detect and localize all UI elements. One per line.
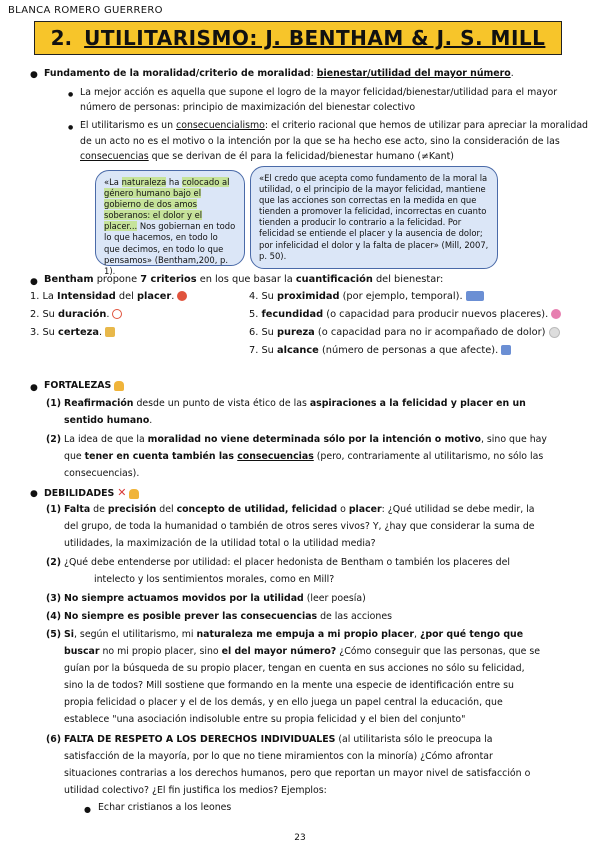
text-span: que se derivan de él para la felicidad/bienestar humano (≠Kant) (148, 151, 454, 162)
text-span: certeza (58, 327, 99, 338)
debilidad-5-line1 (64, 628, 523, 642)
text-span: Intensidad (57, 291, 116, 302)
money-bag-icon (105, 327, 115, 337)
highlight: colocado al género humano bajo el gobierno de dos amos soberanos: el dolor y el placer... (104, 177, 230, 232)
debilidad-5-line5: propia felicidad o placer y el de los demás, y en ello juega un papel central la educación, que (64, 697, 503, 708)
text-span: 2. Su (30, 309, 59, 320)
fortalezas-heading (44, 379, 124, 393)
text-span: cuantificación (295, 274, 373, 285)
fortaleza-2-line2 (64, 450, 543, 464)
text-span: . (106, 309, 110, 320)
text-span: ha (166, 177, 182, 187)
text-span: FALTA DE RESPETO A LOS DERECHOS INDIVIDUALES (64, 734, 336, 745)
bullet: ● (30, 383, 38, 393)
text-span: del (115, 291, 137, 302)
page-number: 23 (294, 833, 306, 843)
fundamento-sub1-a: La mejor acción es aquella que supone el logro de la mayor felicidad/bienestar/utilidad para el mayor (80, 87, 558, 98)
text-span: . (98, 327, 103, 338)
left-right-icon (501, 345, 511, 355)
text-span: que (64, 451, 85, 462)
text-span: buscar (64, 646, 100, 657)
text-span: 5. (249, 309, 262, 320)
fundamento-sub2-b: de un acto no es el motivo o la intención por la que se ha hecho ese acto, sino la consideración de las (80, 136, 560, 147)
text-span: del (156, 504, 177, 515)
text-span: consecuencias (237, 451, 314, 462)
text-span: 3. Su (30, 327, 59, 338)
text-span: (4) (46, 611, 62, 622)
bullet: ● (30, 277, 38, 287)
baby-icon (551, 309, 561, 319)
bullet: ● (30, 70, 38, 80)
text-span: (5) (46, 629, 62, 640)
arrows-icon (466, 291, 484, 301)
debilidad-3-number (46, 592, 61, 606)
text-span: pureza (277, 327, 315, 338)
debilidad-1-line3: utilidades, la maximización de la utilidad total o la utilidad media? (64, 538, 376, 549)
text-span: (2) (46, 557, 62, 568)
text-span: proximidad (277, 291, 340, 302)
text-span: desde un punto de vista ético de las (133, 398, 310, 409)
criterion-item (249, 344, 511, 359)
text-span: tener en cuenta también las (84, 451, 238, 462)
text-span: (o capacidad para no ir acompañado de dolor) (314, 327, 546, 338)
fundamento-line (44, 67, 514, 81)
fundamento-sub2-c (80, 150, 454, 164)
bullet: ● (30, 489, 38, 499)
section-title (34, 21, 562, 55)
text-span: sentido humano (64, 415, 150, 426)
debilidad-1-line1 (64, 503, 535, 517)
debilidad-4-line (64, 610, 392, 624)
bullet: ● (84, 805, 91, 814)
text-span: (3) (46, 593, 62, 604)
text-span: (número de personas a que afecte). (318, 345, 499, 356)
fortaleza-2-line3: consecuencias). (64, 468, 140, 479)
fortaleza-1-line2 (64, 414, 152, 428)
text-span: (o capacidad para producir nuevos placeres). (323, 309, 549, 320)
text-span: , según el utilitarismo, mi (73, 629, 197, 640)
debilidad-6-line1 (64, 733, 493, 747)
fundamento-sub2-a (80, 119, 588, 133)
text-span: . (149, 415, 153, 426)
text-span: duración (58, 309, 107, 320)
text-span: de (90, 504, 108, 515)
highlight: naturaleza (121, 177, 167, 187)
debilidades-heading (44, 485, 139, 502)
section-title-text: UTILITARISMO: J. BENTHAM & J. S. MILL (84, 26, 546, 50)
fundamento-end: . (510, 68, 514, 79)
text-span: fecundidad (261, 309, 324, 320)
flexed-biceps-icon (114, 381, 124, 391)
text-span: DEBILIDADES (44, 488, 115, 499)
debilidad-1-line2: del grupo, de toda la humanidad o también de otros seres vivos? Y, ¿hay que considerar la suma de (64, 521, 535, 532)
debilidad-3-line (64, 592, 366, 606)
cross-mark-icon: ✕ (117, 486, 127, 499)
text-span: (1) (46, 504, 62, 515)
fortaleza-2-number (46, 433, 61, 447)
debilidad-2-line1: ¿Qué debe entenderse por utilidad: el placer hedonista de Bentham o también los placeres del (64, 557, 510, 568)
text-span: 4. Su (249, 291, 278, 302)
text-span: El utilitarismo es un (80, 120, 177, 131)
debilidad-5-line2 (64, 645, 540, 659)
text-span: Si (64, 629, 74, 640)
sub-bullet: ● (68, 91, 74, 98)
fortaleza-1-number (46, 397, 61, 411)
text-span: ¿por qué tengo que (419, 629, 524, 640)
text-span: (6) (46, 734, 62, 745)
text-span: Nos gobiernan en todo lo que hacemos, en todo lo que decimos, en todo lo que pensamos» (Bentham,200, p. 1). (104, 221, 236, 276)
text-span: (1) (46, 398, 62, 409)
text-span: , sino que hay (480, 434, 547, 445)
text-span: propone (93, 274, 141, 285)
text-span: FORTALEZAS (44, 380, 112, 391)
text-span: La idea de que la (64, 434, 148, 445)
flexed-biceps-icon (129, 489, 139, 499)
criterion-item (30, 308, 122, 323)
text-span: (leer poesía) (303, 593, 366, 604)
criterion-item (30, 290, 187, 305)
text-span: moralidad no viene determinada sólo por la intención o motivo (147, 434, 481, 445)
text-span: alcance (277, 345, 319, 356)
debilidad-6-line2: satisfacción de la mayoría, por lo que no tiene miramientos con la minoría) ¿Cómo afrontar (64, 751, 493, 762)
text-span: del bienestar: (372, 274, 444, 285)
debilidad-2-line2: intelecto y los sentimientos morales, como en Mill? (94, 574, 335, 585)
debilidad-2-number (46, 556, 61, 570)
text-span: no mi propio placer, sino (99, 646, 222, 657)
text-span: ¿Cómo conseguir que las personas, que se (336, 646, 541, 657)
clock-icon (112, 309, 122, 319)
text-span: No siempre actuamos movidos por la utilidad (64, 593, 304, 604)
circle-icon (549, 327, 560, 338)
text-span: 7. Su (249, 345, 278, 356)
text-span: placer (137, 291, 172, 302)
debilidad-6-line4: utilidad colectivo? ¿El fin justifica los medios? Ejemplos: (64, 785, 327, 796)
text-span: Falta (64, 504, 91, 515)
debilidad-5-line6: establece "una asociación indisoluble entre su propia felicidad y el bien del conjunto" (64, 714, 466, 725)
bentham-intro (44, 273, 443, 288)
bentham-quote (95, 170, 245, 276)
text-span: «La (104, 177, 122, 187)
fundamento-colon: : (310, 68, 317, 79)
text-span: consecuencias (80, 151, 149, 162)
fundamento-label: Fundamento de la moralidad/criterio de moralidad (44, 68, 311, 79)
debilidad-5-line4: sino la de todos? Mill sostiene que formando en la mente una especie de identificación entre su (64, 680, 514, 691)
text-span: 1. La (30, 291, 58, 302)
text-span: en los que basar la (196, 274, 296, 285)
fundamento-value: bienestar/utilidad del mayor número (316, 68, 511, 79)
text-span: placer (348, 504, 382, 515)
text-span: consecuencialismo (176, 120, 265, 131)
text-span: o (337, 504, 349, 515)
fortaleza-2-line1 (64, 433, 547, 447)
debilidad-6-number (46, 733, 61, 747)
fundamento-sub1-b: número de personas: principio de maximización del bienestar colectivo (80, 102, 416, 113)
text-span: el del mayor número? (221, 646, 337, 657)
text-span: precisión (107, 504, 157, 515)
fortaleza-1-line1 (64, 397, 526, 411)
text-span: de las acciones (317, 611, 392, 622)
text-span: Reafirmación (64, 398, 134, 409)
text-span: (al utilitarista sólo le preocupa la (335, 734, 493, 745)
text-span: naturaleza me empuja a mi propio placer (196, 629, 414, 640)
text-span: (2) (46, 434, 62, 445)
heart-icon (177, 291, 187, 301)
sub-bullet: ● (68, 124, 74, 131)
text-span: (por ejemplo, temporal). (339, 291, 463, 302)
debilidad-6-example: Echar cristianos a los leones (98, 802, 232, 813)
text-span: : ¿Qué utilidad se debe medir, la (381, 504, 535, 515)
text-span: . (171, 291, 175, 302)
debilidad-6-line3: situaciones contrarias a los derechos humanos, pero que reportan un mayor nivel de satisfacción o (64, 768, 531, 779)
debilidad-5-number (46, 628, 61, 642)
mill-quote: «El credo que acepta como fundamento de la moral la utilidad, o el principio de la mayor felicidad, mantiene que las acciones son correctas en la medida en que tienden a promover la felicidad, incorrectas en cuanto tienden a producir lo contrario a la felicidad. Por felicidad se entiende el placer y la ausencia de dolor; por infelicidad el dolor y la falta de placer» (Mill, 2007, p. 50). (250, 166, 498, 269)
text-span: (pero, contrariamente al utilitarismo, no sólo las (313, 451, 544, 462)
criterion-item (249, 308, 561, 323)
section-number: 2. (50, 26, 73, 50)
criterion-item (30, 326, 115, 341)
debilidad-1-number (46, 503, 61, 517)
text-span: concepto de utilidad, felicidad (176, 504, 338, 515)
text-span: 7 criterios (140, 274, 197, 285)
debilidad-5-line3: guían por la búsqueda de su propio placer, tengan en cuenta en sus acciones no sólo su felicidad, (64, 663, 525, 674)
criterion-item (249, 326, 560, 341)
criterion-item (249, 290, 484, 305)
text-span: No siempre es posible prever las consecuencias (64, 611, 318, 622)
text-span: , (413, 629, 420, 640)
text-span: Bentham (44, 274, 94, 285)
author-name: BLANCA ROMERO GUERRERO (8, 5, 163, 16)
text-span: 6. Su (249, 327, 278, 338)
debilidad-4-number (46, 610, 61, 624)
text-span: : el criterio racional que hemos de utilizar para apreciar la moralidad (264, 120, 589, 131)
text-span: aspiraciones a la felicidad y placer en un (309, 398, 526, 409)
